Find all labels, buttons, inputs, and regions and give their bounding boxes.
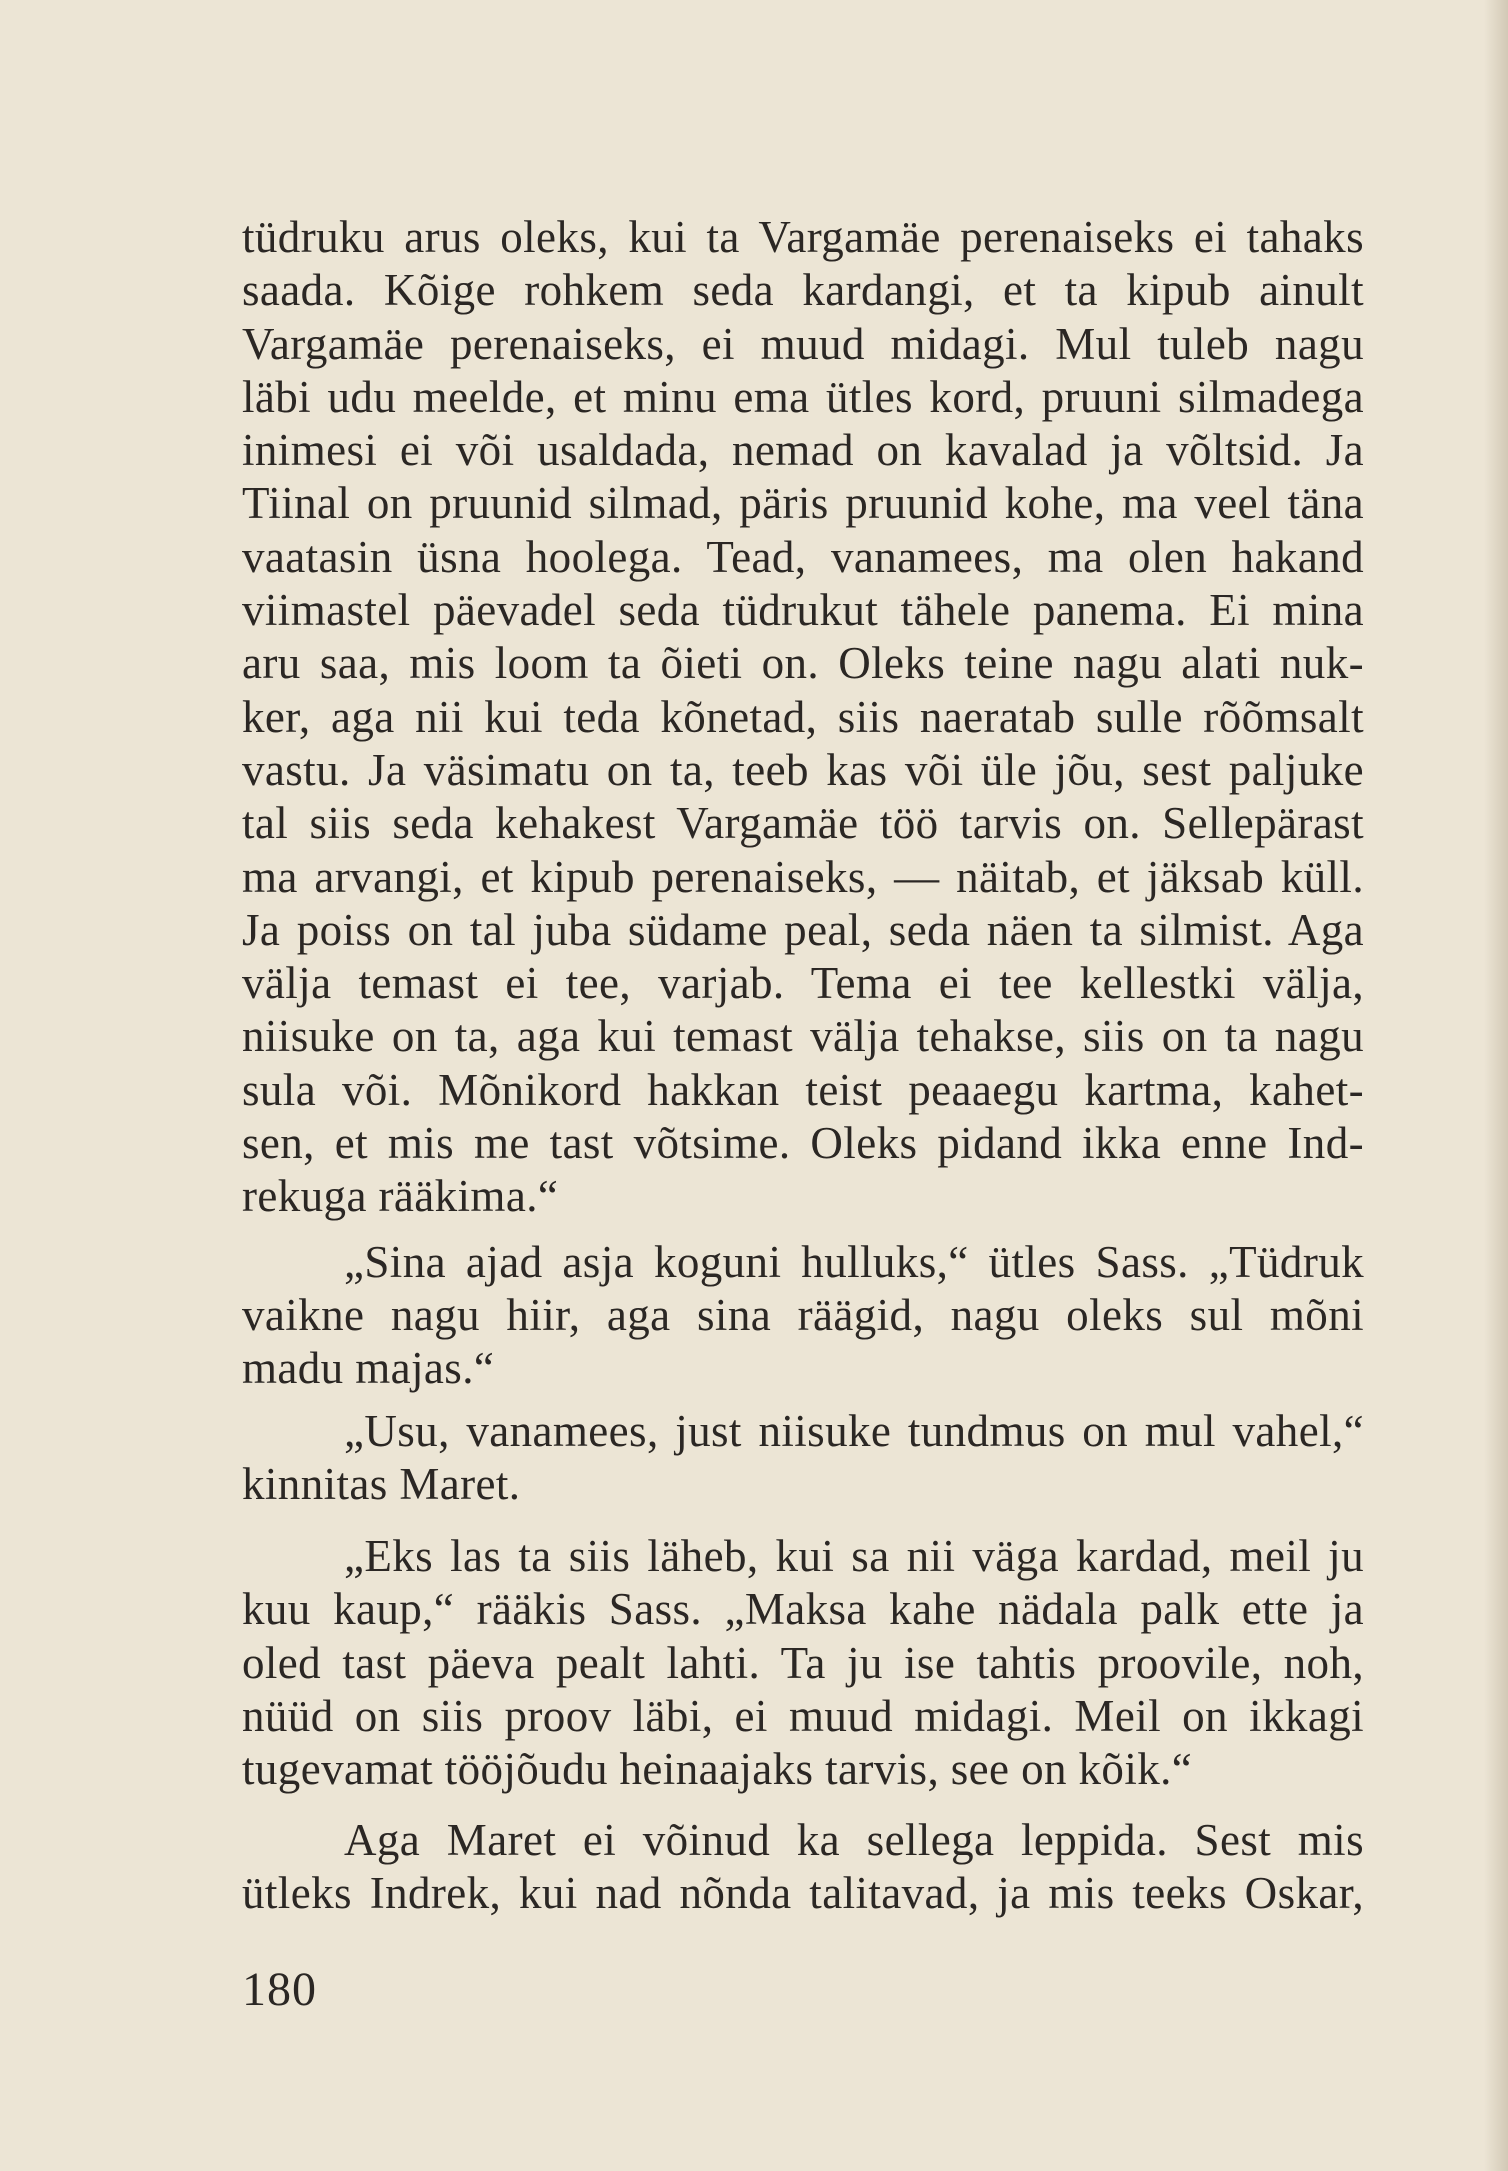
text-line: tugevamat tööjõudu heinaajaks tarvis, see on kõik.“ <box>242 1744 1193 1795</box>
text-line: „Usu, vanamees, just niisuke tundmus on mul vahel,“ <box>344 1405 1364 1456</box>
text-line: Aga Maret ei võinud ka sellega leppida. Sest mis <box>344 1814 1364 1865</box>
text-line: vaikne nagu hiir, aga sina räägid, nagu oleks sul mõni <box>242 1289 1364 1340</box>
body-text <box>242 211 1364 1920</box>
text-line: saada. Kõige rohkem seda kardangi, et ta kipub ainult <box>242 265 1364 316</box>
page-edge-shadow <box>1484 0 1508 2171</box>
text-line: niisuke on ta, aga kui temast välja tehakse, siis on ta nagu <box>242 1011 1364 1062</box>
text-line: „Eks las ta siis läheb, kui sa nii väga kardad, meil ju <box>344 1531 1364 1582</box>
text-line: kinnitas Maret. <box>242 1458 521 1509</box>
text-line: läbi udu meelde, et minu ema ütles kord, pruuni silmadega <box>242 371 1364 422</box>
text-line: aru saa, mis loom ta õieti on. Oleks teine nagu alati nuk- <box>242 638 1364 689</box>
text-line: ütleks Indrek, kui nad nõnda talitavad, ja mis teeks Oskar, <box>242 1867 1364 1918</box>
text-line: inimesi ei või usaldada, nemad on kavalad ja võltsid. Ja <box>242 425 1364 476</box>
text-line: „Sina ajad asja koguni hulluks,“ ütles Sass. „Tüdruk <box>344 1236 1364 1287</box>
paragraph <box>242 1814 1364 1921</box>
text-line: oled tast päeva pealt lahti. Ta ju ise tahtis proovile, noh, <box>242 1637 1364 1688</box>
text-line: tal siis seda kehakest Vargamäe töö tarvis on. Sellepärast <box>242 798 1364 849</box>
paragraph <box>242 1236 1364 1396</box>
text-line: vaatasin üsna hoolega. Tead, vanamees, ma olen hakand <box>242 531 1364 582</box>
text-line: kuu kaup,“ rääkis Sass. „Maksa kahe nädala palk ette ja <box>242 1584 1364 1635</box>
text-line: rekuga rääkima.“ <box>242 1171 559 1222</box>
text-line: Tiinal on pruunid silmad, päris pruunid kohe, ma veel täna <box>242 478 1364 529</box>
text-line: välja temast ei tee, varjab. Tema ei tee kellestki välja, <box>242 958 1364 1009</box>
paragraph <box>242 1405 1364 1512</box>
text-line: vastu. Ja väsimatu on ta, teeb kas või üle jõu, sest paljuke <box>242 744 1364 795</box>
paragraph <box>242 1530 1364 1796</box>
text-line: Vargamäe perenaiseks, ei muud midagi. Mul tuleb nagu <box>242 318 1364 369</box>
text-line: Ja poiss on tal juba südame peal, seda näen ta silmist. Aga <box>242 904 1364 955</box>
text-line: tüdruku arus oleks, kui ta Vargamäe perenaiseks ei tahaks <box>242 212 1364 262</box>
text-line: sula või. Mõnikord hakkan teist peaaegu kartma, kahet- <box>242 1064 1364 1115</box>
text-line: ma arvangi, et kipub perenaiseks, — näitab, et jäksab küll. <box>242 851 1364 902</box>
text-line: ker, aga nii kui teda kõnetad, siis naeratab sulle rõõmsalt <box>242 691 1364 742</box>
text-line: sen, et mis me tast võtsime. Oleks pidand ikka enne Ind- <box>242 1118 1364 1169</box>
page-number: 180 <box>242 1963 317 2016</box>
text-line: viimastel päevadel seda tüdrukut tähele panema. Ei mina <box>242 585 1364 636</box>
text-line: madu majas.“ <box>242 1343 495 1394</box>
paragraph <box>242 211 1364 1224</box>
text-line: nüüd on siis proov läbi, ei muud midagi. Meil on ikkagi <box>242 1691 1364 1742</box>
